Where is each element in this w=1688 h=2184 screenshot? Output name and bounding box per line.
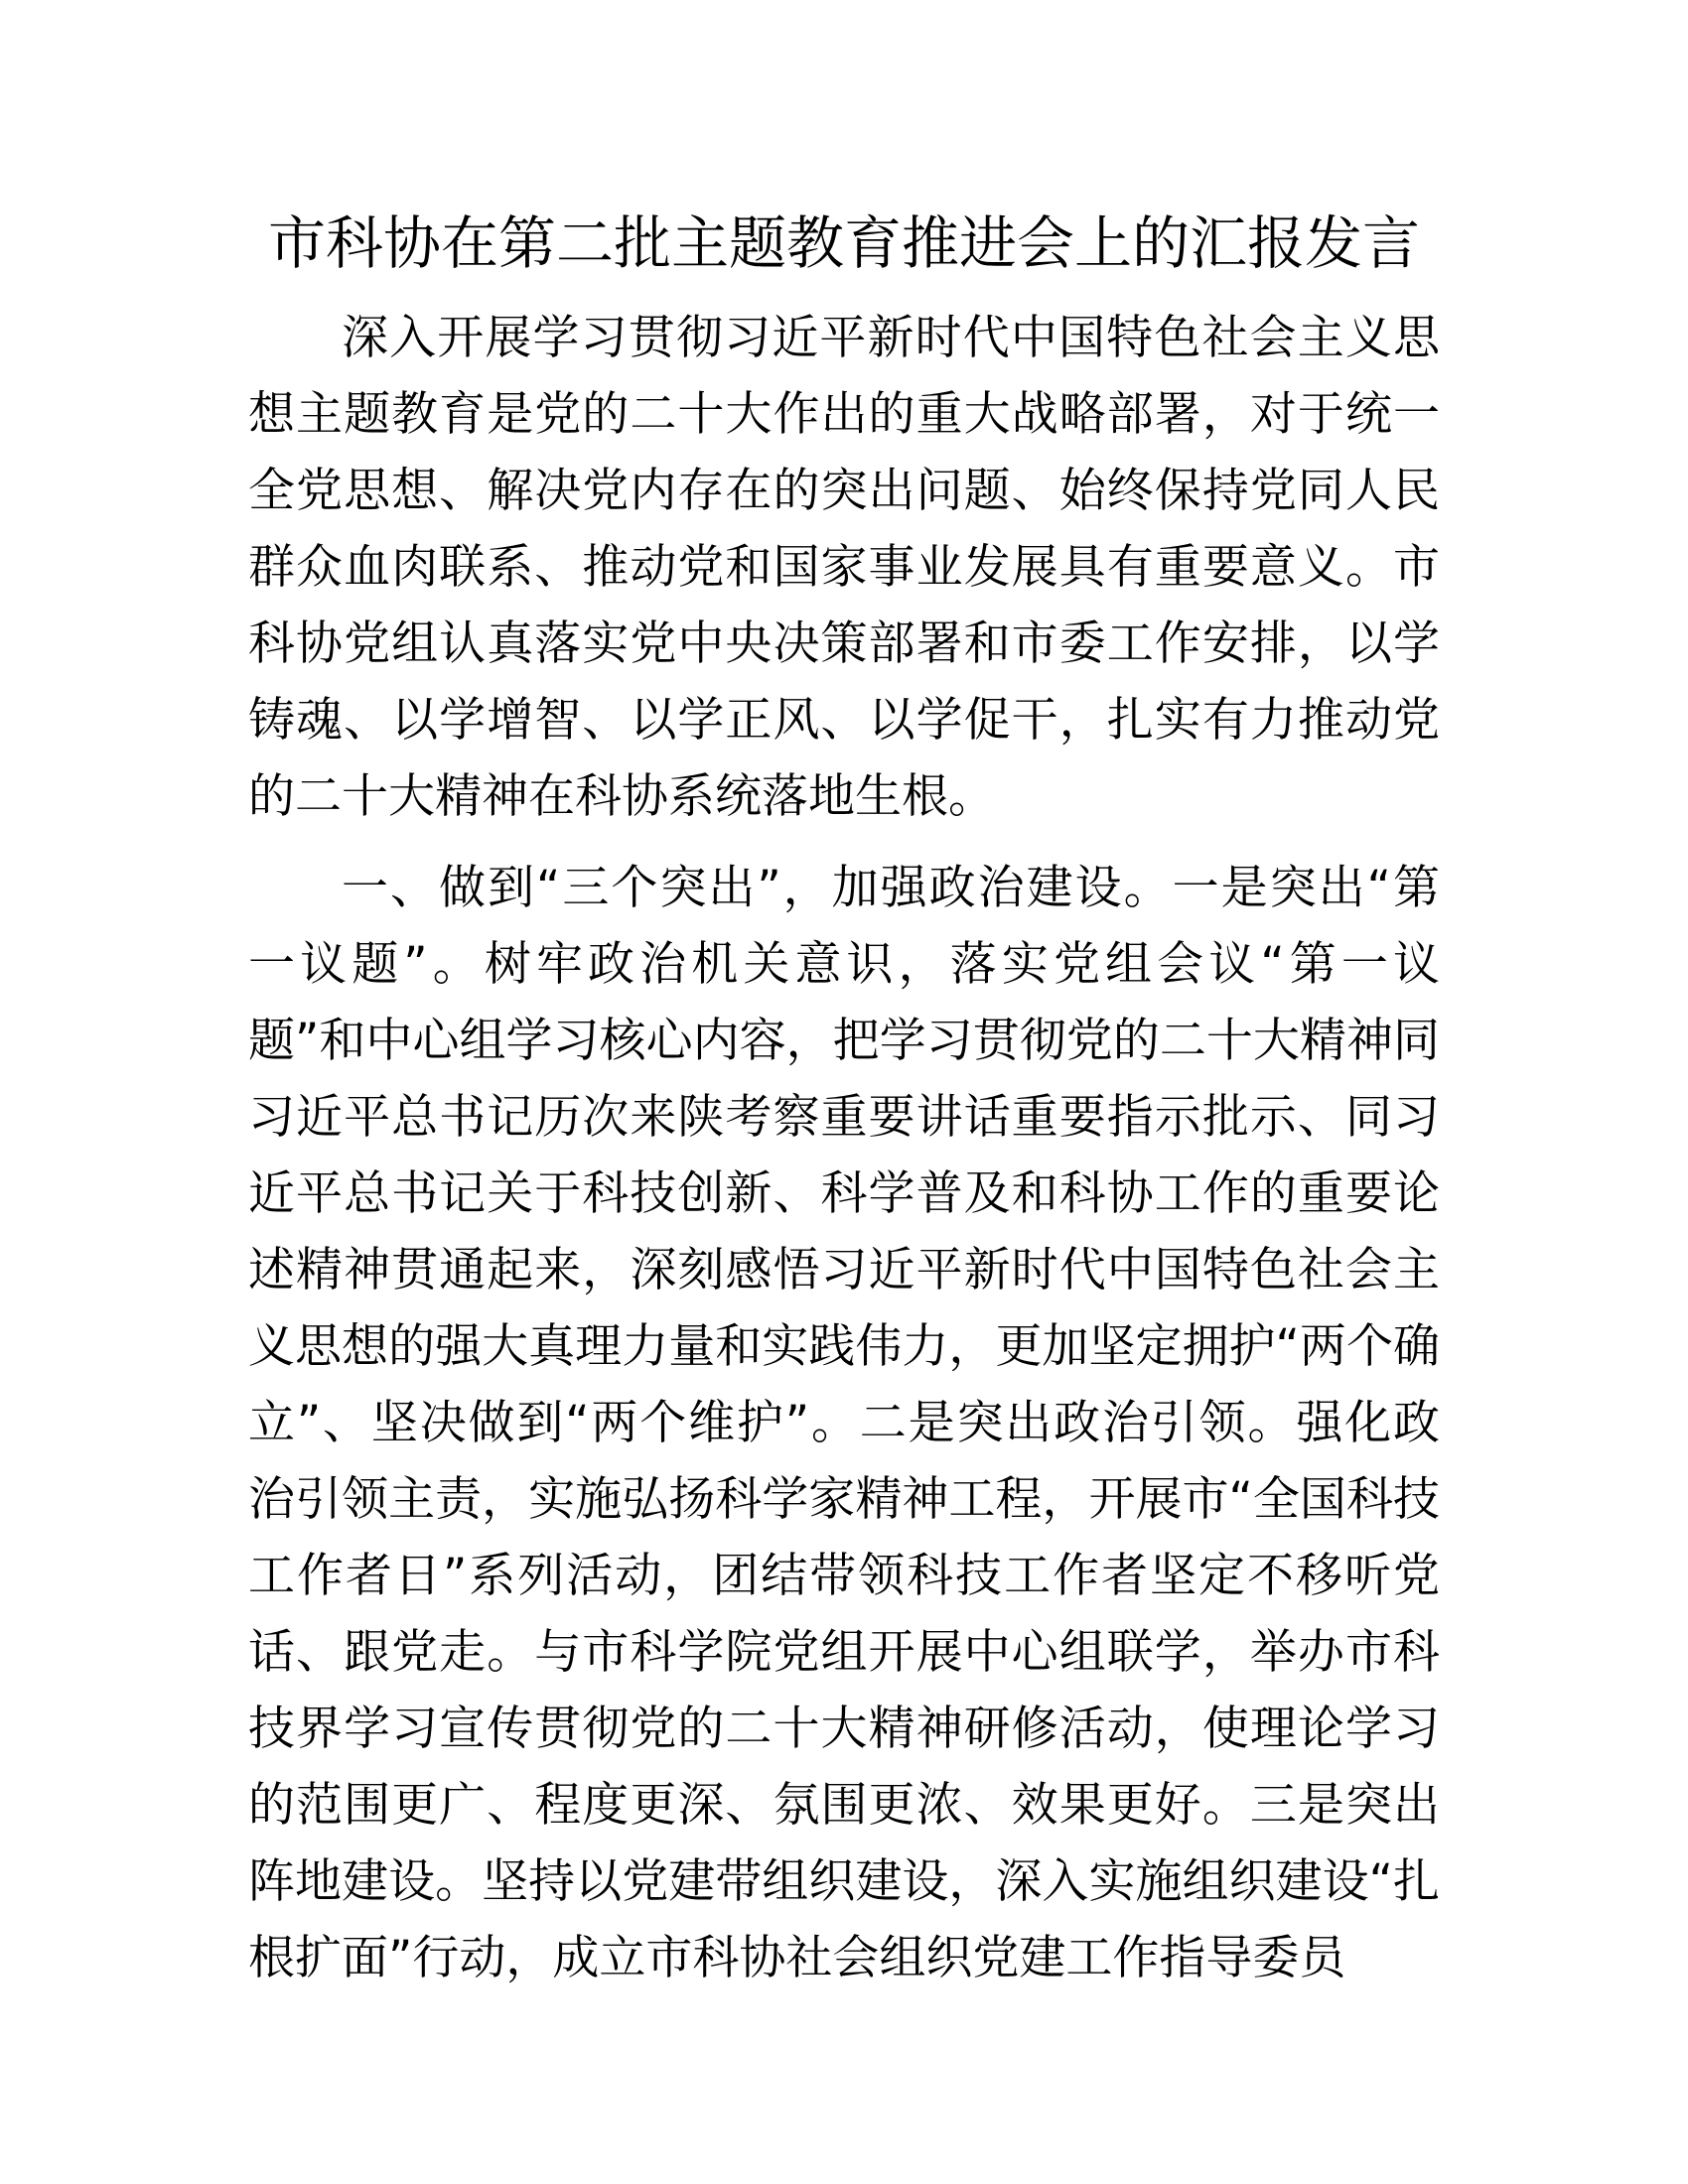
paragraph-text: 一、做到“三个突出”，加强政治建设。一是突出“第一议题”。树牢政治机关意识，落实党组会议“第一议题”和中心组学习核心内容，把学习贯彻党的二十大精神同习近平总书记历次来陕考察重要讲话重要指示批示、同习近平总书记关于科技创新、科学普及和科协工作的重要论述精神贯通起来，深刻感悟习近平新时代中国特色社会主义思想的强大真理力量和实践伟力，更加坚定拥护“两个确立”、坚决做到“两个维护”。二是突出政治引领。强化政治引领主责，实施弘扬科学家精神工程，开展市“全国科技工作者日”系列活动，团结带领科技工作者坚定不移听党话、跟党走。与市科学院党组开展中心组联学，举办市科技界学习宣传贯彻党的二十大精神研修活动，使理论学习的范围更广、程度更深、氛围更浓、效果更好。三是突出阵地建设。坚持以党建带组织建设，深入实施组织建设“扎根扩面”行动，成立市科协社会组织党建工作指导委员: [248, 861, 1440, 1985]
document-title: 市科协在第二批主题教育推进会上的汇报发言: [267, 209, 1420, 277]
paragraph-section-one: [248, 850, 1440, 1996]
paragraph-intro: [248, 300, 1440, 835]
paragraph-text: 深入开展学习贯彻习近平新时代中国特色社会主义思想主题教育是党的二十大作出的重大战略部署，对于统一全党思想、解决党内存在的突出问题、始终保持党同人民群众血肉联系、推动党和国家事业发展具有重要意义。市科协党组认真落实党中央决策部署和市委工作安排，以学铸魂、以学增智、以学正风、以学促干，扎实有力推动党的二十大精神在科协系统落地生根。: [248, 311, 1440, 824]
